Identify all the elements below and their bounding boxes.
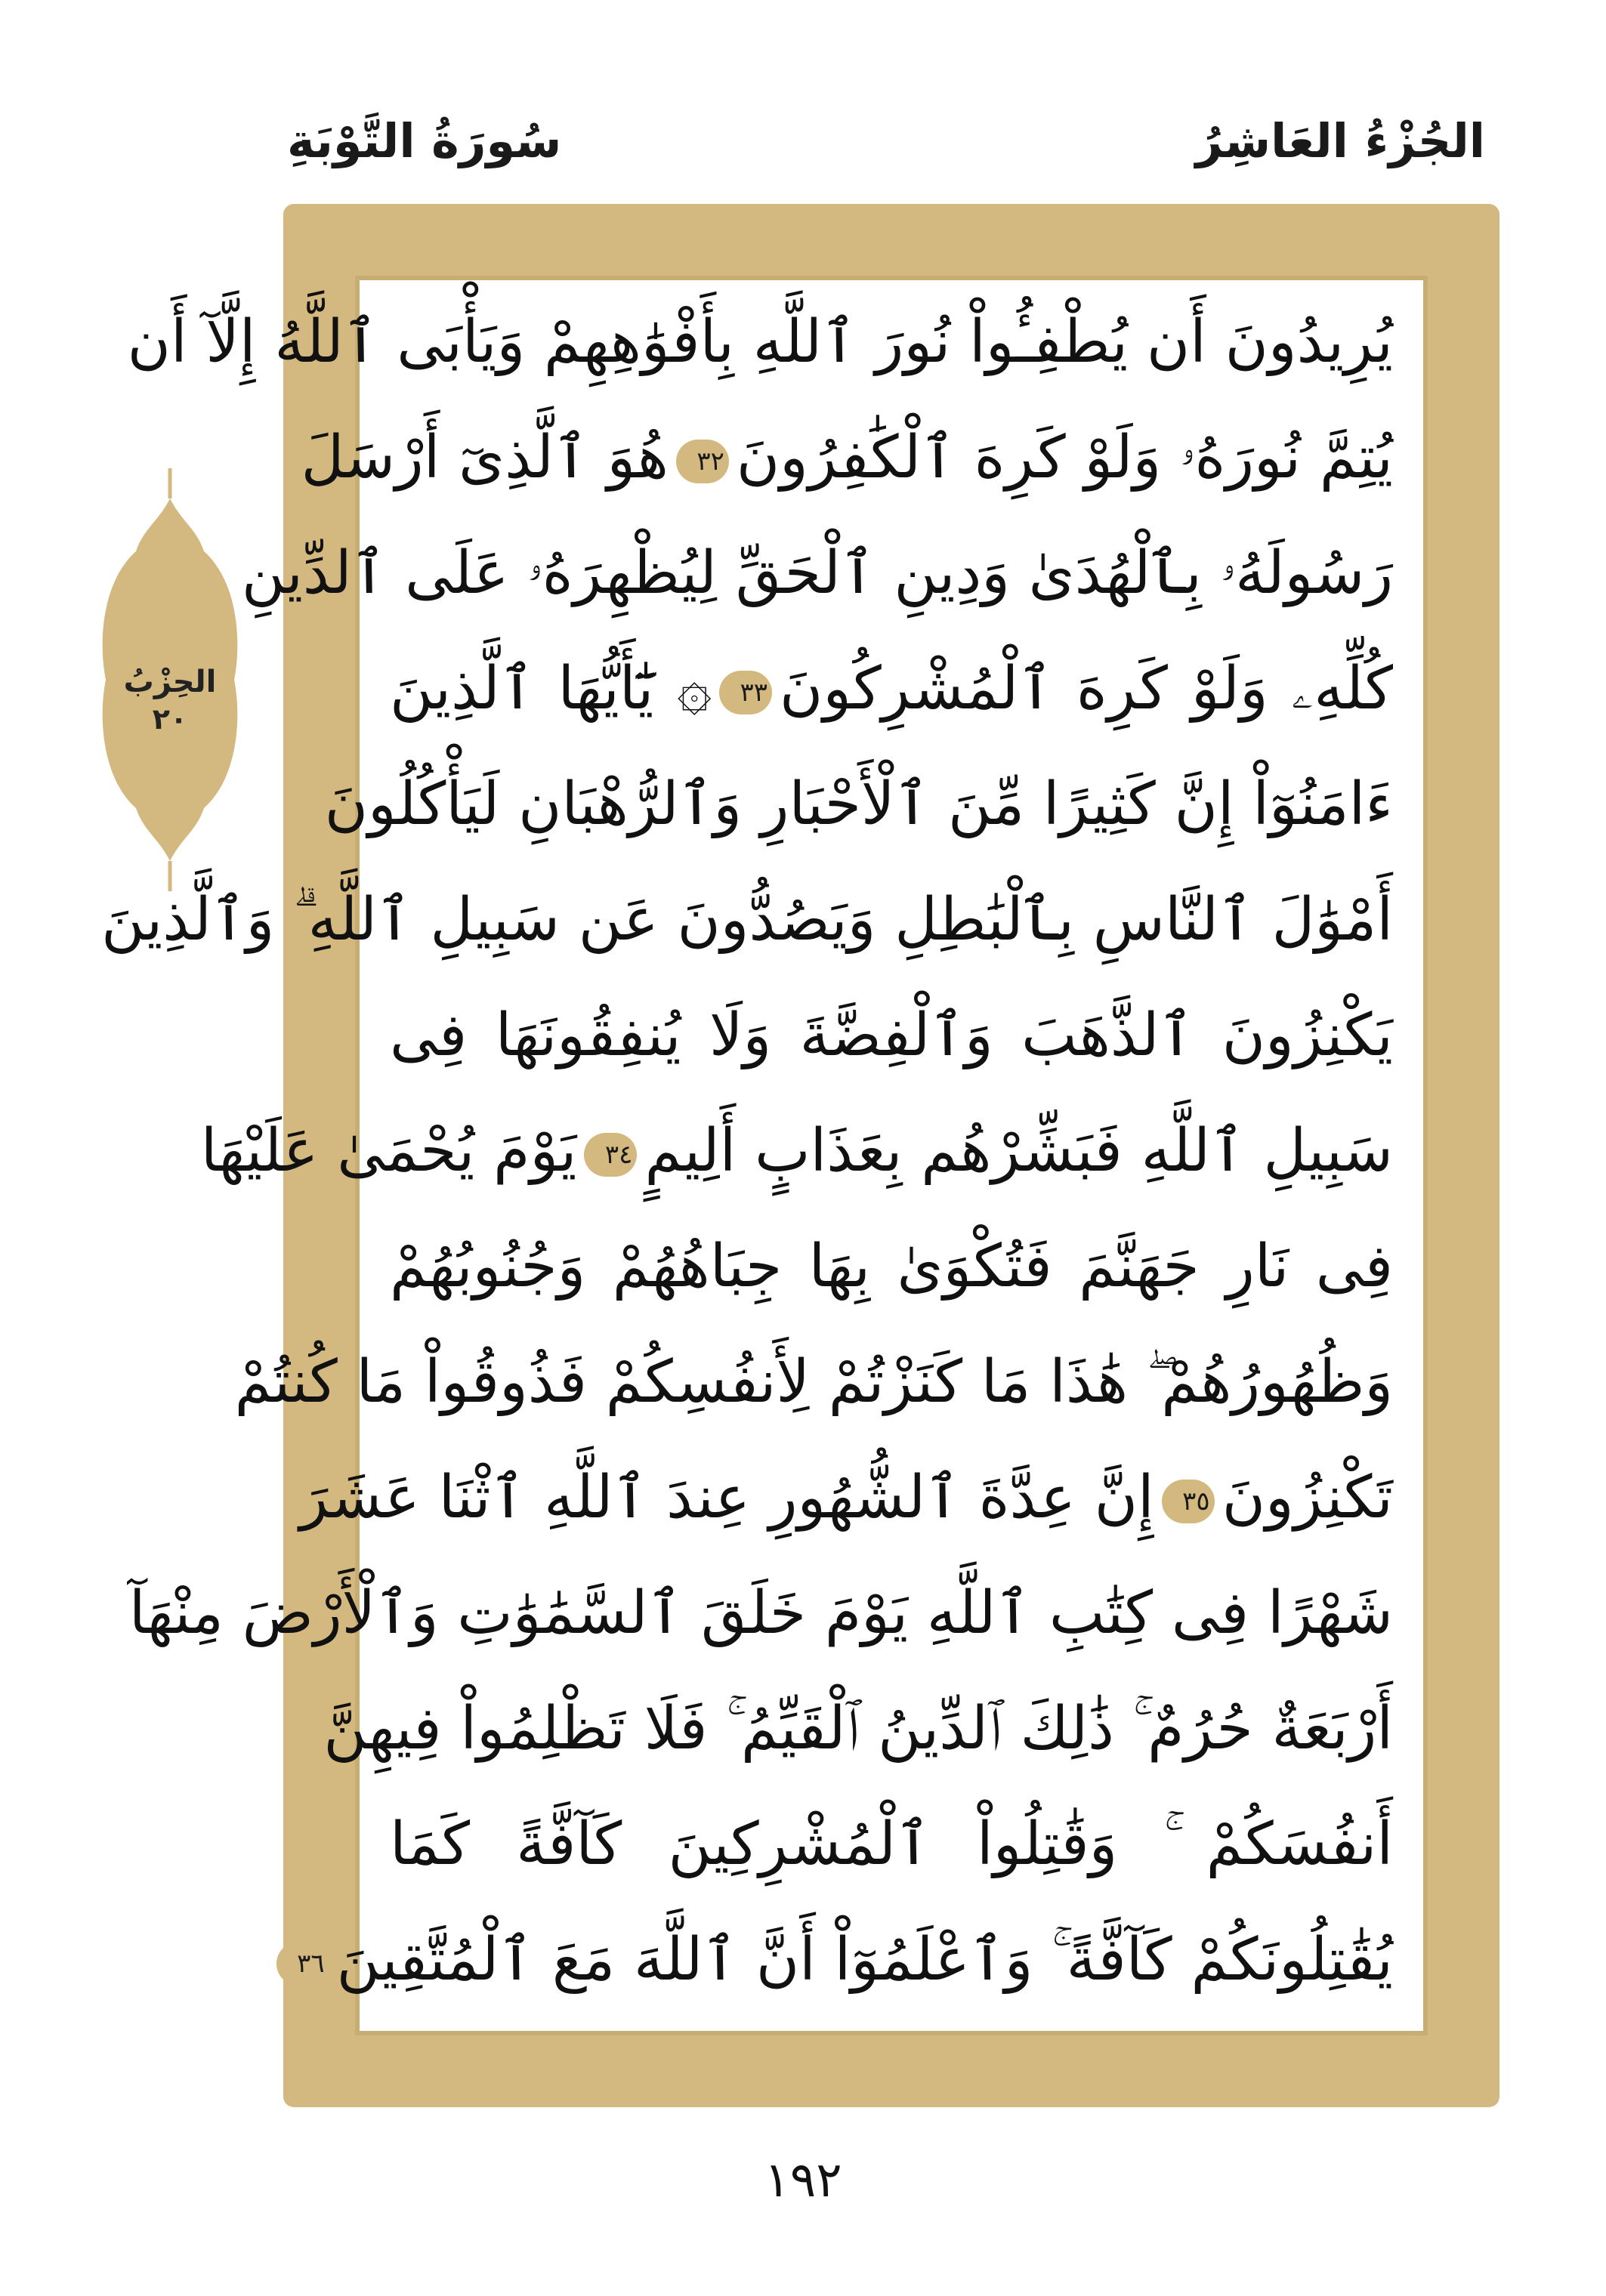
verse-text: هُوَ ٱلَّذِىٓ أَرْسَلَ [301, 424, 669, 492]
juz-name: الجُزْءُ العَاشِرُ [1195, 113, 1485, 168]
verse-text: أَمْوَٰلَ ٱلنَّاسِ بِٱلْبَٰطِلِ وَيَصُدُّونَ عَن سَبِيلِ ٱللَّهِ ۗ وَٱلَّذِينَ [101, 886, 1393, 954]
verse-text: تَكْنِزُونَ [1221, 1464, 1393, 1532]
ayah-number-marker: ٣٤ [584, 1133, 637, 1177]
verse-text: يَكْنِزُونَ ٱلذَّهَبَ وَٱلْفِضَّةَ وَلَا يُنفِقُونَهَا فِى [390, 1001, 1393, 1069]
verse-text: إِنَّ عِدَّةَ ٱلشُّهُورِ عِندَ ٱللَّهِ ٱثْنَا عَشَرَ [299, 1464, 1154, 1532]
verse-line [101, 872, 1393, 968]
ayah-number-marker: ٣٦ [276, 1942, 329, 1986]
verse-text: يُتِمَّ نُورَهُۥ وَلَوْ كَرِهَ ٱلْكَٰفِرُونَ [736, 424, 1393, 492]
verse-text: وَظُهُورُهُمْ ۖ هَٰذَا مَا كَنَزْتُمْ لِأَنفُسِكُمْ فَذُوقُواْ مَا كُنتُمْ [234, 1348, 1393, 1416]
ayah-number-marker: ٣٢ [676, 440, 729, 483]
verse-text: ءَامَنُوٓاْ إِنَّ كَثِيرًا مِّنَ ٱلْأَحْبَارِ وَٱلرُّهْبَانِ لَيَأْكُلُونَ [324, 770, 1393, 838]
surah-name: سُورَةُ التَّوْبَةِ [287, 113, 562, 168]
verse-text: فِى نَارِ جَهَنَّمَ فَتُكْوَىٰ بِهَا جِبَاهُهُمْ وَجُنُوبُهُمْ [390, 1233, 1393, 1301]
verse-text: شَهْرًا فِى كِتَٰبِ ٱللَّهِ يَوْمَ خَلَقَ ٱلسَّمَٰوَٰتِ وَٱلْأَرْضَ مِنْهَآ [128, 1579, 1393, 1647]
ayah-number-marker: ٣٥ [1162, 1480, 1215, 1523]
hizb-number: ٢٠ [152, 702, 188, 736]
verse-line [297, 1912, 1393, 2008]
verse-line [323, 1680, 1393, 1777]
hizb-label: الحِزْبُ [123, 665, 217, 699]
verse-line [390, 987, 1393, 1084]
verse-line [390, 1796, 1393, 1893]
verse-line [200, 1103, 1393, 1199]
verse-line [390, 640, 1393, 737]
verse-text: يُقَٰتِلُونَكُمْ كَآفَّةً ۚ وَٱعْلَمُوٓاْ أَنَّ ٱللَّهَ مَعَ ٱلْمُتَّقِينَ [336, 1926, 1393, 1994]
verse-line [390, 1218, 1393, 1315]
verse-text: كُلِّهِۦ وَلَوْ كَرِهَ ٱلْمُشْرِكُونَ [780, 655, 1393, 723]
hizb-marker [98, 468, 242, 891]
verse-text: رَسُولَهُۥ بِٱلْهُدَىٰ وَدِينِ ٱلْحَقِّ لِيُظْهِرَهُۥ عَلَى ٱلدِّينِ [241, 539, 1393, 607]
ayah-number-marker: ٣٣ [719, 671, 772, 714]
page-number: ١٩٢ [764, 2152, 842, 2208]
verse-line [301, 409, 1393, 506]
verse-line [299, 1449, 1393, 1546]
verse-line [128, 1565, 1393, 1662]
verse-line [324, 756, 1393, 853]
verse-text: يَوْمَ يُحْمَىٰ عَلَيْهَا [200, 1117, 577, 1185]
verse-text: يُرِيدُونَ أَن يُطْفِـُٔواْ نُورَ ٱللَّهِ بِأَفْوَٰهِهِمْ وَيَأْبَى ٱللَّهُ إِلَّآ أَن [127, 308, 1393, 376]
verse-line [241, 525, 1393, 622]
verse-text: سَبِيلِ ٱللَّهِ فَبَشِّرْهُم بِعَذَابٍ أَلِيمٍ [644, 1117, 1393, 1185]
verse-text: ۞ يَٰٓأَيُّهَا ٱلَّذِينَ [390, 655, 712, 723]
verse-line [127, 294, 1393, 390]
verse-line [234, 1334, 1393, 1430]
verse-text: أَنفُسَكُمْ ۚ وَقَٰتِلُواْ ٱلْمُشْرِكِينَ كَآفَّةً كَمَا [390, 1810, 1393, 1878]
verse-text: أَرْبَعَةٌ حُرُمٌ ۚ ذَٰلِكَ ٱلدِّينُ ٱلْقَيِّمُ ۚ فَلَا تَظْلِمُواْ فِيهِنَّ [323, 1695, 1393, 1763]
